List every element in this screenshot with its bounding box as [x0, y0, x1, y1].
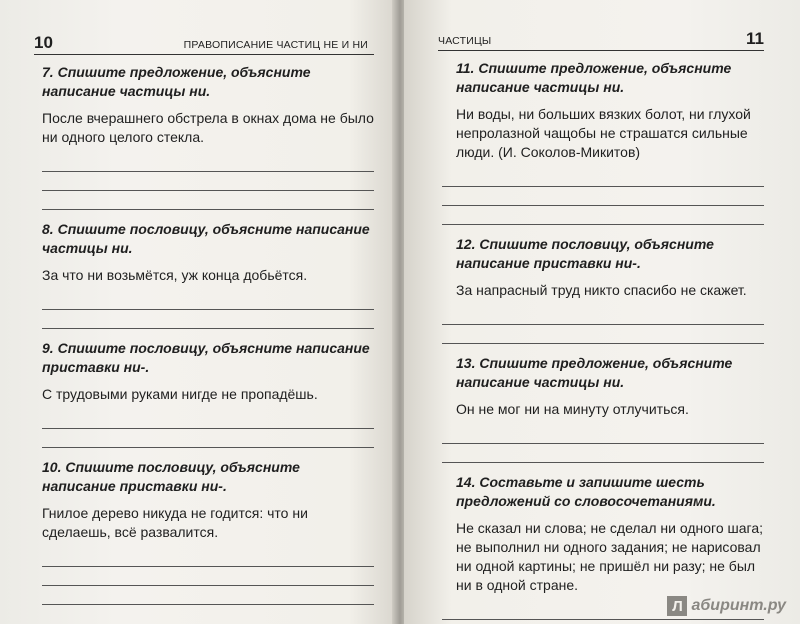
answer-line [442, 187, 764, 206]
exercise-text: За напрасный труд никто спасибо не скажет. [456, 282, 747, 298]
instruction-text: Спишите предложение, объясните написание частицы [42, 64, 311, 99]
instruction-text: Спишите пословицу, объясните написание частицы [42, 221, 370, 256]
exercise [438, 235, 764, 344]
exercise-instruction [42, 220, 374, 258]
exercise-number: 9. [42, 340, 54, 356]
answer-line [42, 191, 374, 210]
answer-line [42, 410, 374, 429]
running-head: ПРАВОПИСАНИЕ ЧАСТИЦ НЕ И НИ [183, 39, 368, 51]
answer-line [42, 548, 374, 567]
highlighted-morpheme: ни- [123, 359, 146, 375]
exercise-number: 8. [42, 221, 54, 237]
watermark [667, 596, 786, 616]
instruction-text: . [636, 255, 641, 271]
exercise-text: Он не мог ни на минуту отлучиться. [456, 401, 689, 417]
task-list [34, 63, 374, 605]
exercise-instruction [456, 59, 764, 97]
exercise [34, 63, 374, 210]
left-page-header [34, 32, 374, 55]
exercise [34, 339, 374, 448]
exercise-instruction [456, 473, 764, 511]
left-page [0, 0, 396, 624]
exercise-text: Ни воды, ни больших вязких болот, ни глухой непролазной чащобы не страшатся сильные люди. (И. Соколов-Микитов) [456, 106, 751, 160]
page-number: 10 [34, 33, 53, 52]
answer-line [42, 310, 374, 329]
answer-line [442, 325, 764, 344]
instruction-text: Спишите пословицу, объясните написание приставки [42, 459, 300, 494]
instruction-text: Спишите пословицу, объясните написание приставки [42, 340, 370, 375]
exercise [438, 354, 764, 463]
exercise-text: После вчерашнего обстрела в окнах дома не было ни одного целого стекла. [42, 110, 374, 145]
highlighted-morpheme: ни- [615, 255, 637, 271]
exercise-instruction [42, 339, 374, 377]
exercise-instruction [42, 63, 374, 101]
answer-line [42, 567, 374, 586]
answer-line [42, 429, 374, 448]
exercise-number: 11. [456, 60, 475, 76]
exercise [34, 220, 374, 329]
answer-line [442, 306, 764, 325]
watermark-text: абиринт.ру [691, 597, 786, 614]
answer-line [42, 586, 374, 605]
exercise-text: Не сказал ни слова; не сделал ни одного шага; не выполнил ни одного задания; не нарисовал ни одной картины; не пришёл ни разу; не был ни в одной стране. [456, 520, 763, 593]
instruction-text: . [620, 374, 625, 390]
exercise-instruction [456, 354, 764, 392]
exercise-instruction [456, 235, 764, 273]
highlighted-morpheme: ни- [201, 478, 223, 494]
exercise-text: С трудовыми руками нигде не пропадёшь. [42, 386, 318, 402]
exercise-instruction [42, 458, 374, 496]
exercise [438, 59, 764, 225]
exercise-number: 12. [456, 236, 476, 252]
answer-line [442, 444, 764, 463]
instruction-text: . [128, 240, 133, 256]
highlighted-morpheme: ни [603, 79, 621, 95]
instruction-text: Спишите предложение, объясните написание частицы [456, 355, 733, 390]
instruction-text: . [145, 359, 150, 375]
highlighted-morpheme: ни [189, 83, 207, 99]
exercise-number: 14. [456, 474, 476, 490]
page-number: 11 [746, 29, 764, 48]
exercise [34, 458, 374, 605]
highlighted-morpheme: ни [603, 374, 621, 390]
instruction-text: . [206, 83, 211, 99]
answer-line [442, 425, 764, 444]
instruction-text: Составьте и запишите шесть предложений со словосочетаниями. [456, 474, 716, 509]
task-list [438, 59, 764, 620]
answer-line [442, 168, 764, 187]
instruction-text: . [222, 478, 227, 494]
answer-line [42, 153, 374, 172]
instruction-text: Спишите предложение, объясните написание частицы [456, 60, 732, 95]
answer-line [42, 172, 374, 191]
exercise-number: 13. [456, 355, 476, 371]
highlighted-morpheme: ни [111, 240, 129, 256]
running-head: ЧАСТИЦЫ [438, 35, 492, 47]
right-page-header [438, 28, 764, 51]
labirint-logo-icon: Л [667, 596, 687, 616]
exercise-text: Гнилое дерево никуда не годится: что ни сделаешь, всё развалится. [42, 505, 308, 540]
answer-line [42, 291, 374, 310]
answer-line [442, 206, 764, 225]
instruction-text: Спишите пословицу, объясните написание приставки [456, 236, 714, 271]
right-page [404, 0, 800, 624]
exercise-number: 10. [42, 459, 62, 475]
exercise-number: 7. [42, 64, 54, 80]
instruction-text: . [620, 79, 625, 95]
exercise-text: За что ни возьмётся, уж конца добьётся. [42, 267, 308, 283]
